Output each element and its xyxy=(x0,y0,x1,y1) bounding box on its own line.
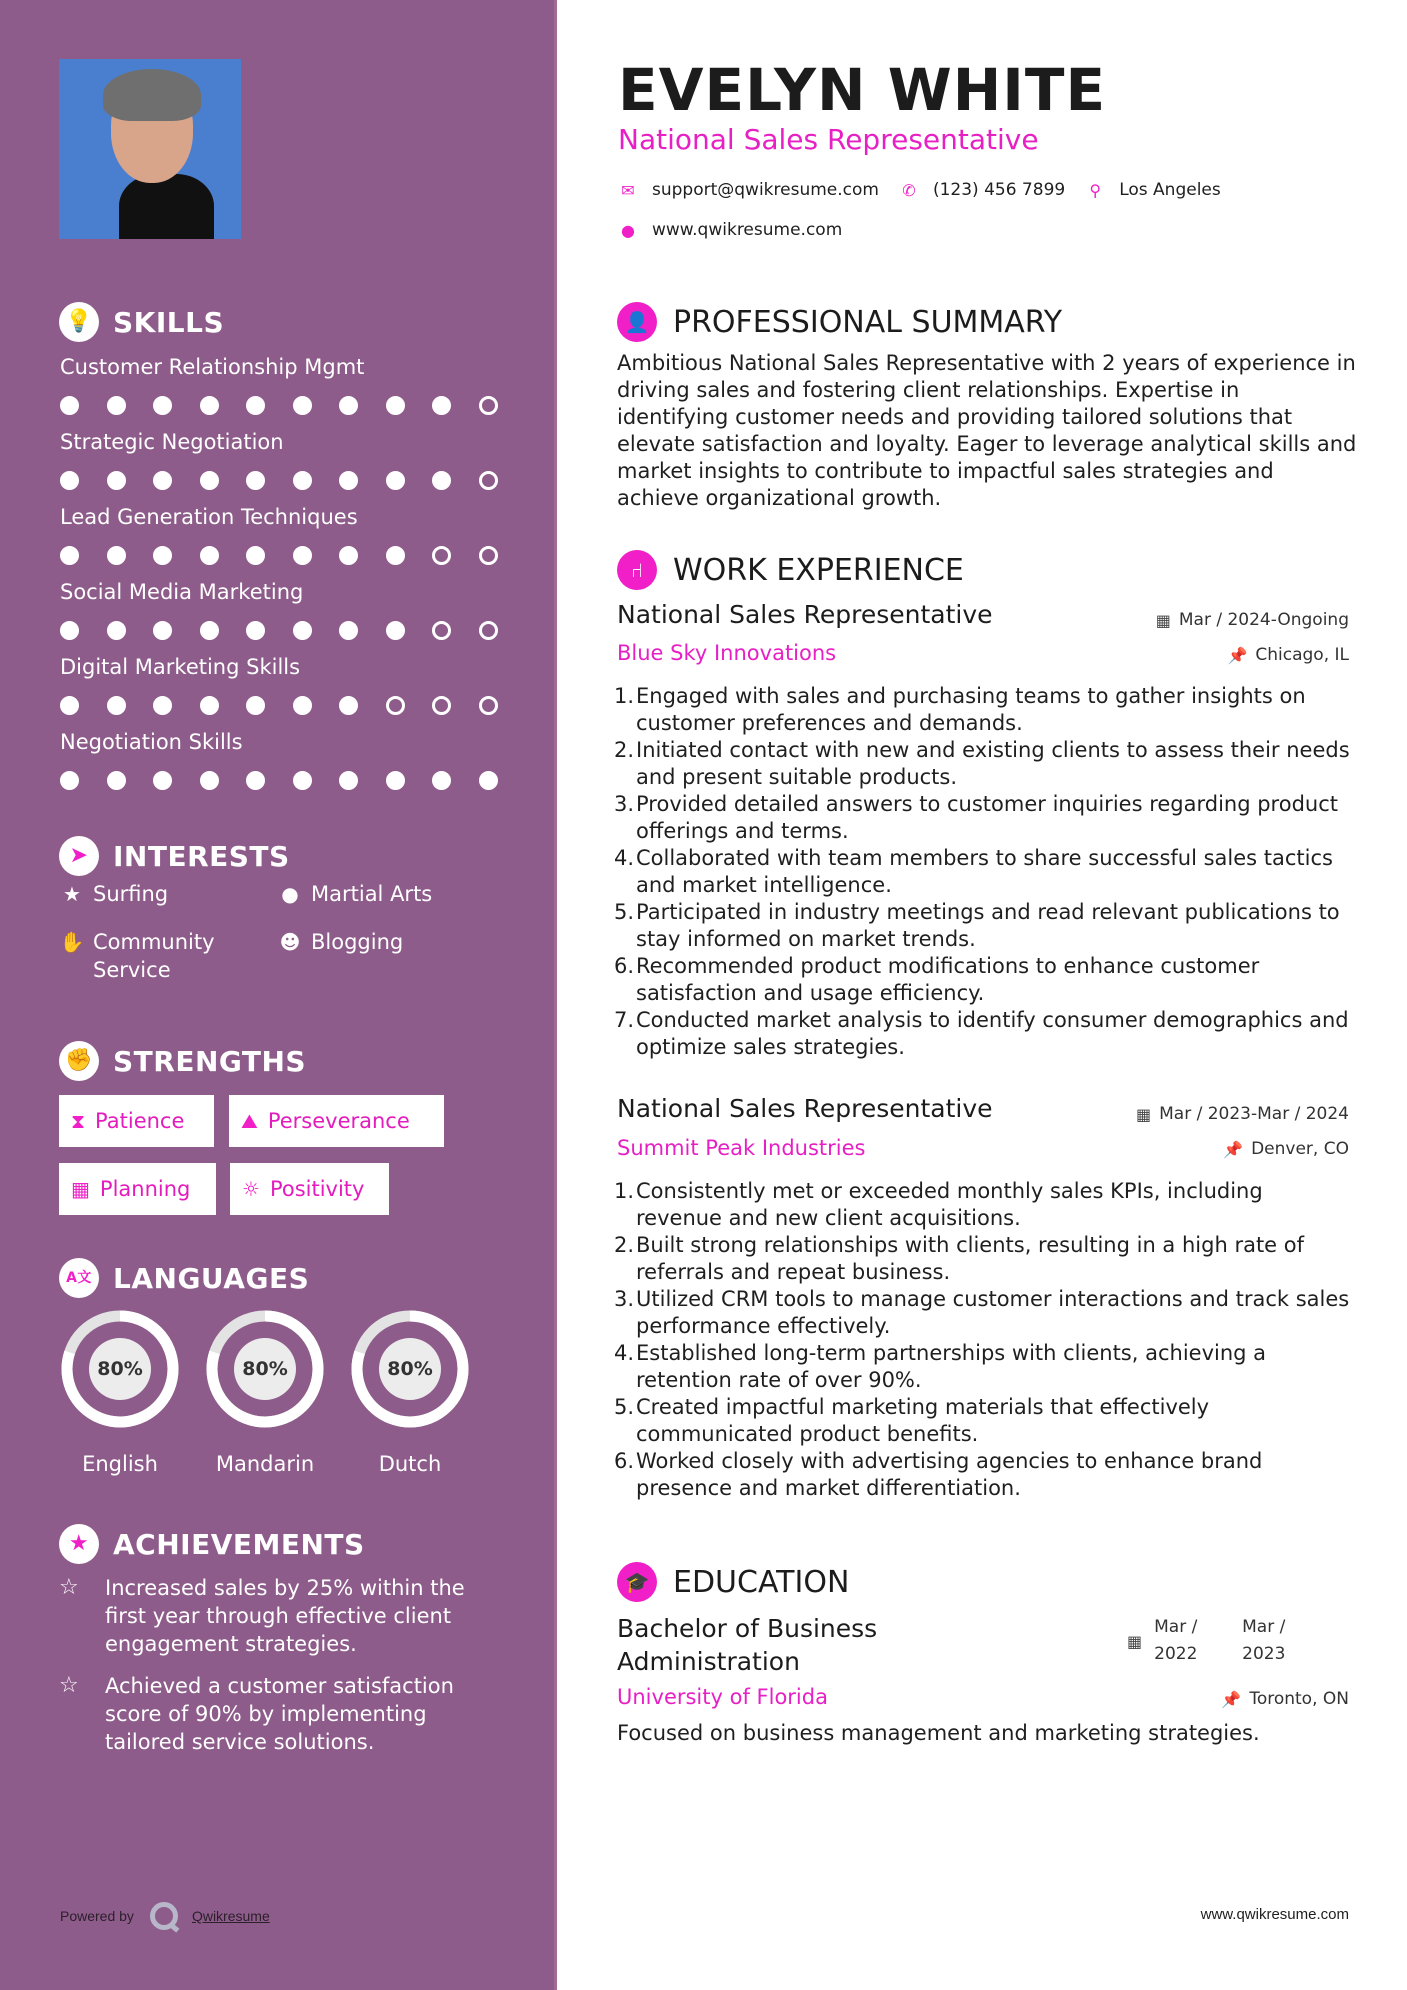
hand-icon: ✋ xyxy=(59,930,85,954)
strengths-heading: ✊ STRENGTHS xyxy=(59,1041,306,1081)
rating-dot-filled xyxy=(107,771,126,790)
education-location: 📌 Toronto, ON xyxy=(1221,1689,1349,1709)
rating-dot-filled xyxy=(293,621,312,640)
rating-dot-filled xyxy=(60,471,79,490)
rating-dot-filled xyxy=(153,546,172,565)
phone-number[interactable]: (123) 456 7899 xyxy=(932,180,1066,200)
language-name: Mandarin xyxy=(215,1452,315,1476)
job-duties xyxy=(610,1178,1350,1502)
rating-dot-empty xyxy=(479,471,498,490)
school-name: University of Florida xyxy=(617,1685,828,1709)
rating-dot-filled xyxy=(293,771,312,790)
duty-item: 4. Established long-term partnerships with clients, achieving a retention rate of over 90%. xyxy=(613,1341,1267,1392)
skill-label: Lead Generation Techniques xyxy=(60,505,358,529)
sidebar xyxy=(0,0,557,1990)
skill-item xyxy=(60,577,530,641)
photo-hair xyxy=(103,69,201,121)
rating-dot-filled xyxy=(246,546,265,565)
summary-text: Ambitious National Sales Representative with 2 years of experience in driving sales and fostering client relationships. Expertise in identifying customer needs and providing tailored solutions that elevate satisfaction and loyalty. Eager to leverage analytical skills and market insights to contribute to impactful sales strategies and achieve organizational growth. xyxy=(617,351,1357,510)
rating-dot-filled xyxy=(107,696,126,715)
language-item xyxy=(59,1308,181,1476)
rating-dot-filled xyxy=(293,471,312,490)
duty-item: 2. Initiated contact with new and existing clients to assess their needs and present suitable products. xyxy=(613,738,1350,789)
job-dates: ▦ Mar / 2023-Mar / 2024 xyxy=(1135,1104,1349,1124)
strength-tag-patience: ⧗ Patience xyxy=(59,1095,214,1147)
language-percent: 80% xyxy=(234,1338,296,1400)
email-link[interactable]: support@qwikresume.com xyxy=(652,180,879,200)
pushpin-icon: 📌 xyxy=(1227,645,1248,665)
achievements-heading: ★ ACHIEVEMENTS xyxy=(59,1524,365,1564)
duty-item: 6. Worked closely with advertising agencies to enhance brand presence and market differentiation. xyxy=(613,1449,1263,1500)
language-icon: A文 xyxy=(59,1258,99,1298)
rating-dot-filled xyxy=(153,471,172,490)
duty-item: 3. Utilized CRM tools to manage customer interactions and track sales performance effectively. xyxy=(613,1287,1350,1338)
powered-by: Powered by Qwikresume xyxy=(60,1902,270,1930)
rating-dot-filled xyxy=(293,546,312,565)
calendar-icon: ▦ xyxy=(71,1177,90,1201)
rating-dot-filled xyxy=(200,471,219,490)
duty-item: 5. Participated in industry meetings and read relevant publications to stay informed on market trends. xyxy=(613,900,1340,951)
company-name: Summit Peak Industries xyxy=(617,1136,866,1160)
rating-dot-filled xyxy=(432,396,451,415)
rating-dot-filled xyxy=(339,696,358,715)
job-location: 📌 Chicago, IL xyxy=(1227,645,1349,665)
shooting-star-icon: ☆ xyxy=(59,1575,79,1600)
rating-dot-filled xyxy=(293,396,312,415)
skill-label: Strategic Negotiation xyxy=(60,430,284,454)
rating-dot-filled xyxy=(246,621,265,640)
interests-heading: ➤ INTERESTS xyxy=(59,836,290,876)
duty-item: 6. Recommended product modifications to enhance customer satisfaction and usage efficiency. xyxy=(613,954,1260,1005)
duty-item: 5. Created impactful marketing materials that effectively communicated product benefits. xyxy=(613,1395,1210,1446)
location-text: Los Angeles xyxy=(1119,180,1221,200)
interest-item: ★ Surfing xyxy=(59,880,168,908)
paper-plane-icon: ➤ xyxy=(59,836,99,876)
duty-item: 3. Provided detailed answers to customer inquiries regarding product offerings and terms. xyxy=(613,792,1338,843)
achievements-list xyxy=(59,1574,519,1770)
email-icon: ✉ xyxy=(621,180,635,200)
degree-title: Bachelor of Business Administration xyxy=(617,1614,878,1676)
candidate-name: EVELYN WHITE xyxy=(618,56,1107,124)
rating-dot-filled xyxy=(339,471,358,490)
strength-tag-perseverance: ⛰ Perseverance xyxy=(229,1095,444,1147)
lightbulb-icon: 💡 xyxy=(59,302,99,342)
globe-icon: ● xyxy=(621,220,635,240)
rating-dot-filled xyxy=(339,546,358,565)
star-icon: ★ xyxy=(63,882,81,906)
summary-heading: 👤 PROFESSIONAL SUMMARY xyxy=(617,302,1062,342)
fist-icon: ✊ xyxy=(59,1041,99,1081)
interest-item: ● Martial Arts xyxy=(277,880,432,908)
pushpin-icon: 📌 xyxy=(1223,1139,1244,1159)
skill-rating xyxy=(60,771,530,791)
language-item xyxy=(204,1308,326,1476)
rating-dot-filled xyxy=(432,771,451,790)
achievement-item: ☆ Achieved a customer satisfaction score of 90% by implementing tailored service solutions. xyxy=(59,1673,454,1754)
calendar-icon: ▦ xyxy=(1155,610,1171,630)
strength-tag-planning: ▦ Planning xyxy=(59,1163,216,1215)
rating-dot-empty xyxy=(479,546,498,565)
rating-dot-filled xyxy=(60,696,79,715)
rating-dot-filled xyxy=(60,546,79,565)
language-name: Dutch xyxy=(378,1452,442,1476)
rating-dot-filled xyxy=(153,621,172,640)
skill-item xyxy=(60,502,530,566)
profile-photo xyxy=(59,59,241,239)
graduate-icon: 🎓 xyxy=(617,1562,657,1602)
interest-item: ✋ Community Service xyxy=(59,930,215,982)
pushpin-icon: 📌 xyxy=(1221,1689,1242,1709)
language-item xyxy=(349,1308,471,1476)
rating-dot-filled xyxy=(386,771,405,790)
globe-icon: ● xyxy=(281,882,299,906)
skill-label: Customer Relationship Mgmt xyxy=(60,355,365,379)
language-progress-ring xyxy=(204,1308,326,1430)
photo-turtleneck xyxy=(119,174,214,239)
language-name: English xyxy=(82,1452,158,1476)
rating-dot-empty xyxy=(479,396,498,415)
rating-dot-filled xyxy=(246,471,265,490)
language-progress-ring xyxy=(349,1308,471,1430)
rating-dot-filled xyxy=(432,471,451,490)
duty-item: 7. Conducted market analysis to identify consumer demographics and optimize sales strategies. xyxy=(613,1008,1349,1059)
rating-dot-filled xyxy=(153,771,172,790)
calendar-icon: ▦ xyxy=(1127,1632,1143,1651)
rating-dot-filled xyxy=(200,621,219,640)
language-percent: 80% xyxy=(379,1338,441,1400)
rating-dot-filled xyxy=(386,471,405,490)
rating-dot-filled xyxy=(386,396,405,415)
rating-dot-filled xyxy=(479,771,498,790)
contact-row xyxy=(618,180,1221,200)
skill-rating xyxy=(60,396,530,416)
achievement-item: ☆ Increased sales by 25% within the first year through effective client engagement strategies. xyxy=(59,1575,465,1656)
job-location: 📌 Denver, CO xyxy=(1223,1139,1349,1159)
rating-dot-empty xyxy=(386,696,405,715)
job-duties xyxy=(610,683,1350,1061)
rating-dot-filled xyxy=(107,546,126,565)
footer-website[interactable]: www.qwikresume.com xyxy=(1200,1906,1349,1923)
skill-rating xyxy=(60,546,530,566)
website-link[interactable]: www.qwikresume.com xyxy=(652,220,843,240)
skill-item xyxy=(60,652,530,716)
rating-dot-filled xyxy=(107,471,126,490)
users-icon: ☻ xyxy=(279,930,301,954)
skill-rating xyxy=(60,696,530,716)
skill-item xyxy=(60,427,530,491)
qwikresume-link[interactable]: Qwikresume xyxy=(191,1908,270,1924)
rating-dot-filled xyxy=(339,621,358,640)
road-icon: ⛰ xyxy=(241,1109,258,1133)
user-icon: 👤 xyxy=(617,302,657,342)
skill-label: Social Media Marketing xyxy=(60,580,304,604)
rating-dot-filled xyxy=(386,621,405,640)
rating-dot-filled xyxy=(153,696,172,715)
qwikresume-logo-icon xyxy=(150,1902,178,1930)
rating-dot-filled xyxy=(246,696,265,715)
location-pin-icon: ⚲ xyxy=(1089,180,1102,200)
skills-heading: 💡 SKILLS xyxy=(59,302,224,342)
duty-item: 1. Consistently met or exceeded monthly sales KPIs, including revenue and new client acquisitions. xyxy=(613,1179,1263,1230)
star-badge-icon: ★ xyxy=(59,1524,99,1564)
job-title: National Sales Representative xyxy=(617,600,993,629)
shooting-star-icon: ☆ xyxy=(59,1673,79,1698)
duty-item: 1. Engaged with sales and purchasing teams to gather insights on customer preferences and demands. xyxy=(613,684,1306,735)
duty-item: 2. Built strong relationships with clients, resulting in a high rate of referrals and repeat business. xyxy=(613,1233,1305,1284)
rating-dot-filled xyxy=(200,771,219,790)
rating-dot-filled xyxy=(246,771,265,790)
rating-dot-filled xyxy=(60,771,79,790)
company-name: Blue Sky Innovations xyxy=(617,641,837,665)
phone-icon: ✆ xyxy=(902,180,916,200)
language-percent: 80% xyxy=(89,1338,151,1400)
rating-dot-filled xyxy=(60,621,79,640)
rating-dot-empty xyxy=(432,546,451,565)
education-dates: ▦ Mar / 2022 Mar / 2023 xyxy=(1127,1614,1330,1668)
sun-icon: ☼ xyxy=(242,1177,260,1201)
rating-dot-empty xyxy=(479,621,498,640)
education-heading: 🎓 EDUCATION xyxy=(617,1562,849,1602)
skill-rating xyxy=(60,471,530,491)
rating-dot-filled xyxy=(386,546,405,565)
skill-rating xyxy=(60,621,530,641)
rating-dot-filled xyxy=(200,546,219,565)
skill-item xyxy=(60,727,530,791)
languages-heading: A文 LANGUAGES xyxy=(59,1258,309,1298)
job-dates: ▦ Mar / 2024-Ongoing xyxy=(1155,610,1349,630)
experience-heading: ⑁ WORK EXPERIENCE xyxy=(617,550,964,590)
job-title: National Sales Representative xyxy=(617,1094,993,1123)
skill-label: Negotiation Skills xyxy=(60,730,243,754)
website-row xyxy=(618,220,842,240)
rating-dot-filled xyxy=(339,771,358,790)
rating-dot-filled xyxy=(339,396,358,415)
hourglass-icon: ⧗ xyxy=(71,1109,86,1133)
duty-item: 4. Collaborated with team members to share successful sales tactics and market intelligence. xyxy=(613,846,1333,897)
rating-dot-filled xyxy=(200,396,219,415)
rating-dot-filled xyxy=(246,396,265,415)
strengths-tags xyxy=(59,1095,539,1235)
office-chair-icon: ⑁ xyxy=(617,550,657,590)
language-progress-ring xyxy=(59,1308,181,1430)
rating-dot-filled xyxy=(200,696,219,715)
rating-dot-filled xyxy=(153,396,172,415)
rating-dot-filled xyxy=(60,396,79,415)
skill-label: Digital Marketing Skills xyxy=(60,655,301,679)
rating-dot-filled xyxy=(107,621,126,640)
strength-tag-positivity: ☼ Positivity xyxy=(230,1163,389,1215)
calendar-icon: ▦ xyxy=(1135,1104,1152,1124)
education-description: Focused on business management and marketing strategies. xyxy=(617,1721,1260,1745)
rating-dot-empty xyxy=(432,621,451,640)
candidate-role: National Sales Representative xyxy=(618,123,1039,156)
languages-list xyxy=(59,1308,539,1488)
rating-dot-filled xyxy=(107,396,126,415)
rating-dot-empty xyxy=(432,696,451,715)
skill-item xyxy=(60,352,530,416)
rating-dot-filled xyxy=(293,696,312,715)
rating-dot-empty xyxy=(479,696,498,715)
interest-item: ☻ Blogging xyxy=(277,928,403,956)
